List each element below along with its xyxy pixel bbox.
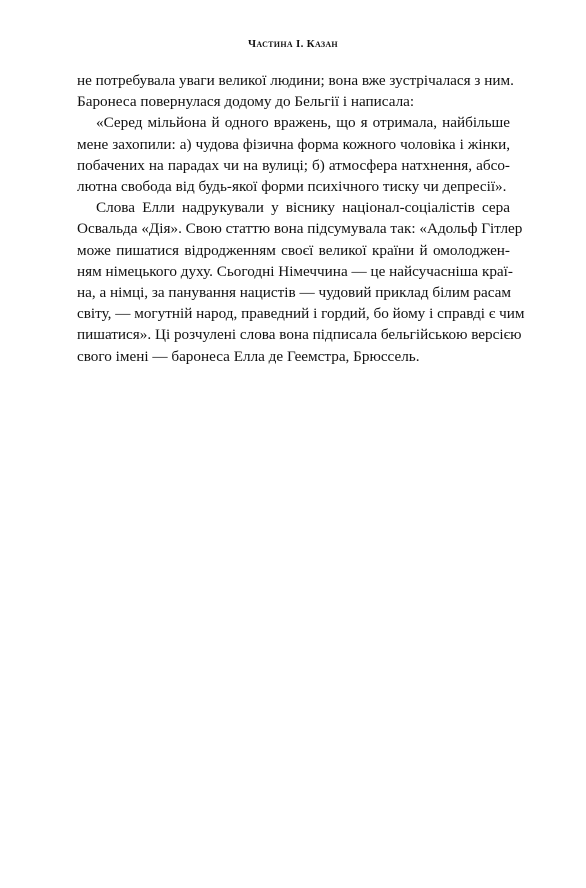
text-line: може пишатися відродженням своєї великої країни й омолоджен- bbox=[77, 241, 510, 259]
text-line: «Серед мільйона й одного вражень, що я отримала, найбільше bbox=[96, 114, 510, 132]
text-line: побачених на парадах чи на вулиці; б) атмосфера натхнення, абсо- bbox=[77, 156, 510, 174]
running-head: Частина І. Казан bbox=[248, 38, 338, 50]
paragraph-2 bbox=[77, 112, 510, 197]
text-line: пишатися». Ці розчулені слова вона підписала бельгійською версією bbox=[77, 326, 522, 344]
text-line: не потребувала уваги великої людини; вона вже зустрічалася з ним. bbox=[77, 72, 514, 89]
text-line: Освальда «Дія». Свою статтю вона підсумувала так: «Адольф Гітлер bbox=[77, 220, 523, 238]
paragraph-1 bbox=[77, 70, 514, 112]
text-line: Баронеса повернулася додому до Бельгії і написала: bbox=[77, 93, 415, 111]
text-line: на, а німці, за панування нацистів — чудовий приклад білим расам bbox=[77, 284, 512, 302]
body-text bbox=[77, 70, 525, 367]
text-line: світу, — могутній народ, праведний і гордий, бо йому і справді є чим bbox=[77, 305, 525, 323]
text-line: лютна свобода від будь-якої форми психічного тиску чи депресії». bbox=[77, 178, 507, 196]
text-line: мене захопили: а) чудова фізична форма кожного чоловіка і жінки, bbox=[77, 135, 510, 153]
text-line: ням німецького духу. Сьогодні Німеччина — це найсучасніша краї- bbox=[77, 262, 513, 280]
text-line: Слова Елли надрукували у віснику націонал-соціалістів сера bbox=[96, 199, 510, 217]
text-line: свого імені — баронеса Елла де Геемстра, Брюссель. bbox=[77, 347, 420, 365]
paragraph-3 bbox=[77, 197, 525, 367]
